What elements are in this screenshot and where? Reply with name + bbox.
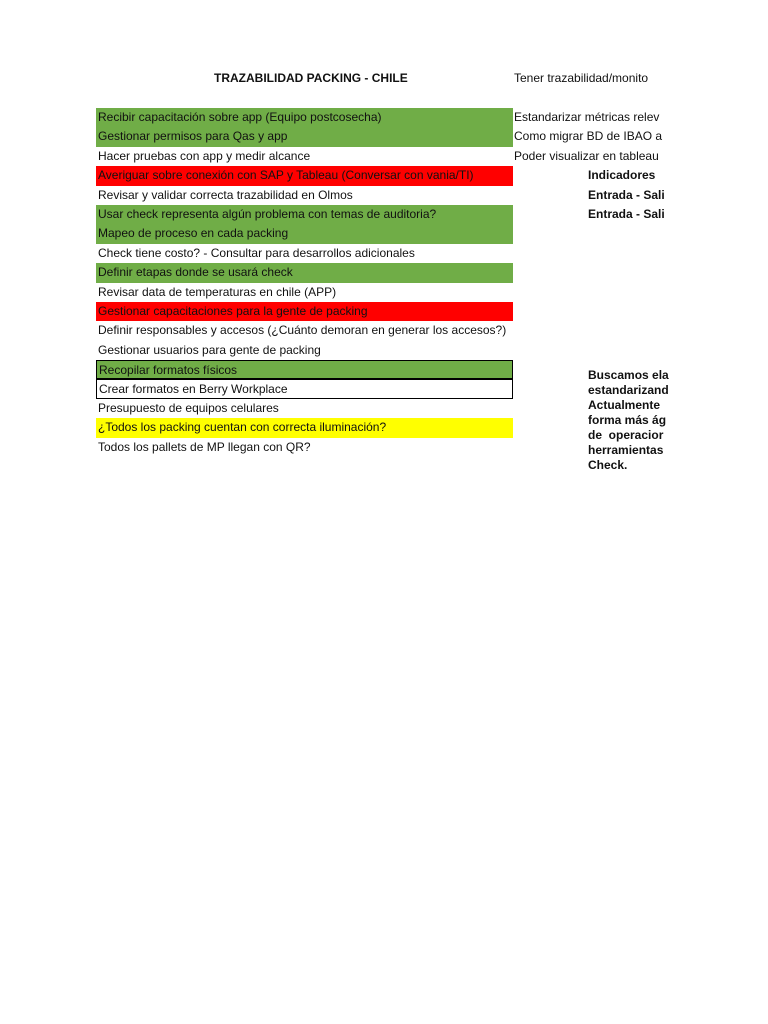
task-row[interactable]: Presupuesto de equipos celulares [98, 400, 279, 415]
task-row[interactable]: Usar check representa algún problema con temas de auditoria? [96, 205, 513, 224]
objective-cell[interactable]: Entrada - Sali [588, 187, 665, 202]
objective-cell[interactable]: Poder visualizar en tableau [514, 148, 659, 163]
task-row[interactable]: Definir responsables y accesos (¿Cuánto demoran en generar los accesos?) [98, 323, 507, 338]
task-row[interactable]: Recopilar formatos físicos [96, 360, 513, 379]
right-header: Tener trazabilidad/monito [514, 71, 649, 85]
task-row[interactable]: Revisar y validar correcta trazabilidad en Olmos [98, 187, 353, 202]
task-row[interactable]: Definir etapas donde se usará check [96, 263, 513, 282]
task-row[interactable]: Gestionar capacitaciones para la gente de packing [96, 302, 513, 321]
task-row[interactable]: Gestionar permisos para Qas y app [96, 127, 513, 146]
note-paragraph[interactable]: Buscamos ela estandarizand Actualmente forma más ág de operacior herramientas Check. [588, 368, 669, 472]
task-list [96, 108, 513, 457]
task-row[interactable]: Crear formatos en Berry Workplace [96, 379, 513, 398]
task-row[interactable]: Recibir capacitación sobre app (Equipo postcosecha) [96, 108, 513, 127]
task-row[interactable]: Todos los pallets de MP llegan con QR? [98, 439, 311, 454]
objective-cell[interactable]: Indicadores [588, 168, 656, 183]
sheet-title: TRAZABILIDAD PACKING - CHILE [214, 71, 408, 85]
task-row[interactable]: Hacer pruebas con app y medir alcance [98, 148, 311, 163]
task-row[interactable]: Gestionar usuarios para gente de packing [98, 342, 321, 357]
objective-cell[interactable]: Como migrar BD de IBAO a [514, 129, 663, 144]
task-row[interactable]: Averiguar sobre conexión con SAP y Tableau (Conversar con vania/TI) [96, 166, 513, 185]
task-row[interactable]: Mapeo de proceso en cada packing [96, 224, 513, 243]
task-row[interactable]: Check tiene costo? - Consultar para desarrollos adicionales [98, 245, 415, 260]
task-row[interactable]: ¿Todos los packing cuentan con correcta iluminación? [96, 418, 513, 437]
objectives-column [514, 108, 768, 224]
objective-cell[interactable]: Estandarizar métricas relev [514, 110, 660, 124]
objective-cell[interactable]: Entrada - Sali [588, 206, 665, 221]
task-row[interactable]: Revisar data de temperaturas en chile (APP) [98, 284, 337, 299]
